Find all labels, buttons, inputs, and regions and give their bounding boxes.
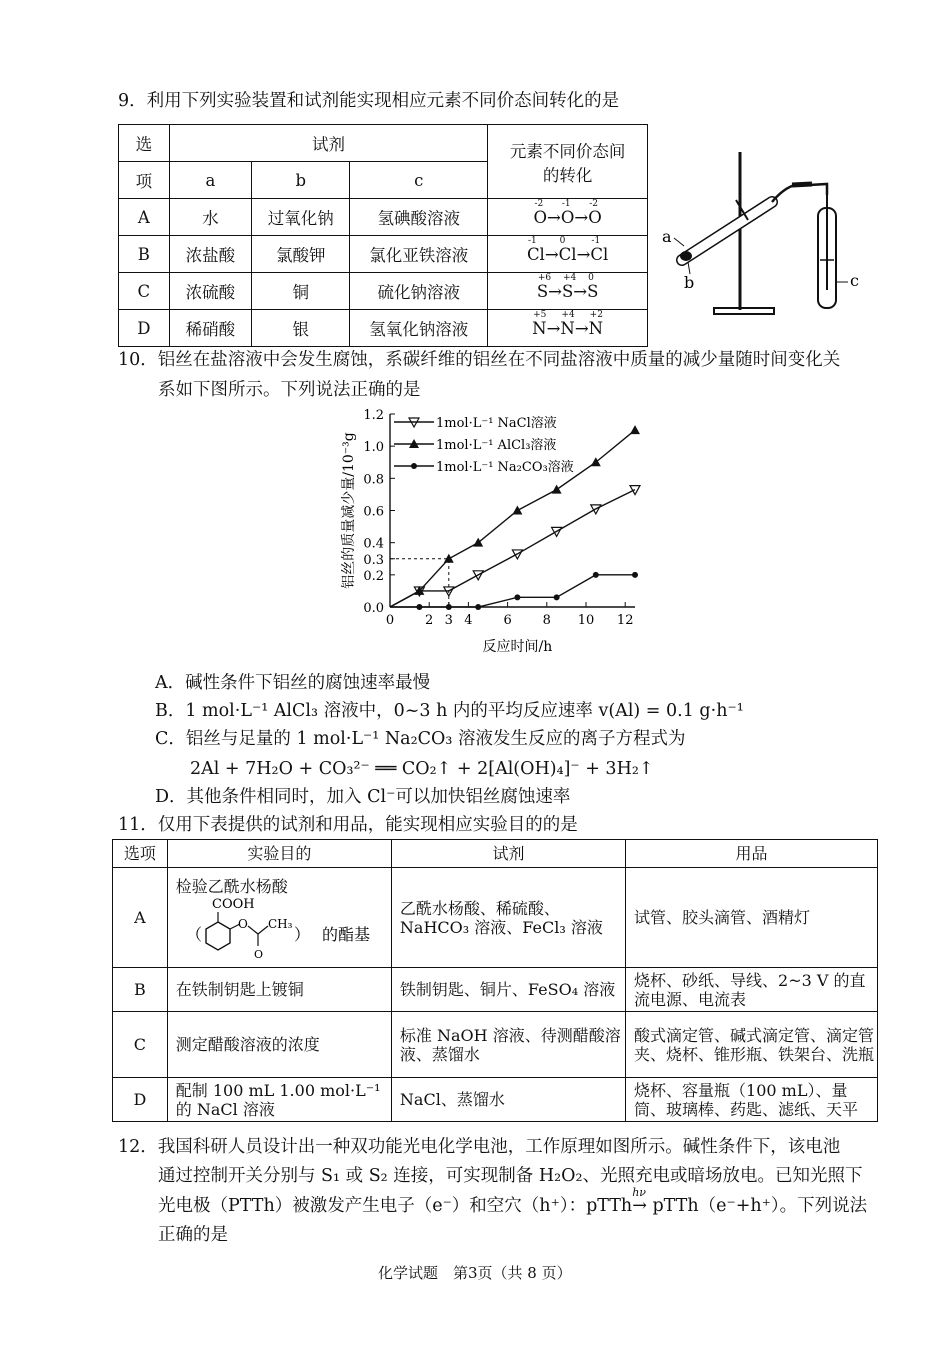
x-tick-label: 8 [542, 613, 551, 628]
data-point [630, 425, 640, 434]
q9-table [118, 124, 648, 347]
apparatus-label-a: a [662, 227, 672, 246]
data-point [475, 604, 481, 610]
q12-line4: 正确的是 [158, 1225, 228, 1245]
data-point [593, 572, 599, 578]
q10-option-b: B．1 mol·L⁻¹ AlCl₃ 溶液中，0~3 h 内的平均反应速率 v(Al) = 0.1 g·h⁻¹ [155, 701, 744, 721]
svg-text:的酯基: 的酯基 [321, 925, 370, 944]
data-point [552, 485, 562, 494]
x-axis-label: 反应时间/h [482, 639, 553, 655]
page-footer: 化学试题 第3页（共 8 页） [378, 1264, 572, 1282]
q11-head-reagent: 试剂 [391, 840, 625, 868]
q9-conv-c: +6 S→ +4 S→ 0 S [488, 273, 648, 310]
y-tick-label: 0.8 [363, 472, 384, 488]
q9-conv-a: -2 O→ -1 O→ -2 O [488, 199, 648, 236]
q11-row: C 测定醋酸溶液的浓度 标准 NaOH 溶液、待测醋酸溶液、蒸馏水 酸式滴定管、碱式滴定管、滴定管夹、烧杯、锥形瓶、铁架台、洗瓶 [113, 1012, 878, 1078]
y-axis-label: 铝丝的质量减少量/10⁻³g [341, 432, 357, 589]
y-tick-label: 1.0 [363, 440, 384, 456]
acetylsalicylic-acid-structure [176, 896, 391, 958]
svg-text:COOH: COOH [211, 897, 255, 912]
x-tick-label: 3 [444, 613, 453, 628]
q10-stem2: 系如下图所示。下列说法正确的是 [158, 380, 421, 400]
q12-line2: 通过控制开关分别与 S₁ 或 S₂ 连接，可实现制备 H₂O₂、光照充电或暗场放电。已知光照下 [158, 1166, 863, 1186]
x-tick-label: 0 [385, 613, 395, 628]
legend-label: 1mol·L⁻¹ AlCl₃溶液 [436, 438, 557, 453]
q9-conv-d: +5 N→ +4 N→ +2 N [488, 310, 648, 347]
svg-text:）: ） [293, 925, 310, 944]
data-point [632, 572, 638, 578]
y-tick-label: 0.0 [363, 601, 384, 616]
x-tick-label: 12 [616, 613, 634, 628]
q11-row: B 在铁制钥匙上镀铜 铁制钥匙、铜片、FeSO₄ 溶液 烧杯、砂纸、导线、2~3 V 的直流电源、电流表 [113, 968, 878, 1012]
q9-head-opt1: 选 [119, 125, 170, 162]
legend-marker [411, 463, 417, 469]
q9-row: B 浓盐酸 氯酸钾 氯化亚铁溶液 -1 Cl→ 0 Cl→ -1 Cl [119, 236, 648, 273]
q10-stem1: 10．铝丝在盐溶液中会发生腐蚀，系碳纤维的铝丝在不同盐溶液中质量的减少量随时间变化关 [118, 350, 841, 370]
x-tick-label: 2 [425, 613, 434, 628]
q11-head-opt: 选项 [113, 840, 168, 868]
q11-head-items: 用品 [626, 840, 878, 868]
y-tick-label: 1.2 [363, 408, 384, 423]
svg-text:CH₃: CH₃ [267, 917, 293, 931]
data-point [446, 604, 452, 610]
series-line-0 [390, 490, 635, 607]
x-tick-label: 10 [577, 613, 595, 628]
svg-text:O: O [237, 917, 248, 931]
x-tick-label: 6 [503, 613, 512, 628]
y-tick-label: 0.2 [363, 568, 384, 584]
svg-text:O: O [253, 948, 263, 958]
q10-option-c: C．铝丝与足量的 1 mol·L⁻¹ Na₂CO₃ 溶液发生反应的离子方程式为 [155, 729, 686, 749]
apparatus-label-c: c [850, 271, 859, 290]
q11-head-goal: 实验目的 [167, 840, 391, 868]
q11-row: D 配制 100 mL 1.00 mol·L⁻¹ 的 NaCl 溶液 NaCl、蒸馏水 烧杯、容量瓶（100 mL）、量筒、玻璃棒、药匙、滤纸、天平 [113, 1078, 878, 1122]
legend-label: 1mol·L⁻¹ NaCl溶液 [436, 416, 557, 431]
dashed-guide [390, 559, 449, 607]
q9-apparatus-diagram [652, 130, 882, 330]
q9-row: C 浓硫酸 铜 硫化钠溶液 +6 S→ +4 S→ 0 S [119, 273, 648, 310]
y-tick-label: 0.4 [363, 536, 384, 552]
q9-head-reagent: 试剂 [169, 125, 488, 162]
data-point [512, 506, 522, 515]
q9-stem: 9．利用下列实验装置和试剂能实现相应元素不同价态间转化的是 [118, 91, 620, 111]
q11-row: A 检验乙酰水杨酸 COOH O O CH₃ （ ） 的酯基 乙酰水杨酸、稀硫酸、NaHCO₃ 溶液、FeCl₃ 溶液 试管、胶头滴管、酒精灯 [113, 868, 878, 968]
series-line-1 [390, 430, 635, 607]
q9-row: D 稀硝酸 银 氢氧化钠溶液 +5 N→ +4 N→ +2 N [119, 310, 648, 347]
y-tick-label: 0.6 [363, 504, 384, 520]
q10-option-c-equation: 2Al + 7H₂O + CO₃²⁻ ══ CO₂↑ + 2[Al(OH)₄]⁻ + 3H₂↑ [190, 759, 654, 779]
q12-line3: 光电极（PTTh）被激发产生电子（e⁻）和空穴（h⁺）：pTTh→ hν pTTh（e⁻+h⁺）。下列说法 [158, 1186, 868, 1216]
q9-head-conv: 元素不同价态间 的转化 [488, 125, 648, 199]
q9-col-c: c [350, 162, 488, 199]
q10-chart [335, 402, 655, 672]
q9-col-b: b [252, 162, 350, 199]
data-point [554, 594, 560, 600]
svg-text:（: （ [185, 925, 202, 944]
apparatus-label-b: b [684, 273, 695, 292]
q12-line1: 12．我国科研人员设计出一种双功能光电化学电池，工作原理如图所示。碱性条件下，该电池 [118, 1137, 841, 1157]
legend-label: 1mol·L⁻¹ Na₂CO₃溶液 [436, 460, 574, 475]
q9-col-a: a [169, 162, 251, 199]
data-point [416, 604, 422, 610]
q10-option-d: D．其他条件相同时，加入 Cl⁻可以加快铝丝腐蚀速率 [155, 787, 571, 807]
data-point [514, 594, 520, 600]
q9-head-opt2: 项 [119, 162, 170, 199]
q11-goal-a: 检验乙酰水杨酸 COOH O O CH₃ （ ） 的酯基 [167, 868, 391, 968]
q9-row: A 水 过氧化钠 氢碘酸溶液 -2 O→ -1 O→ -2 O [119, 199, 648, 236]
q11-stem: 11．仅用下表提供的试剂和用品，能实现相应实验目的的是 [118, 815, 578, 835]
y-tick-label: 0.3 [363, 552, 384, 568]
q9-conv-b: -1 Cl→ 0 Cl→ -1 Cl [488, 236, 648, 273]
q10-option-a: A．碱性条件下铝丝的腐蚀速率最慢 [155, 673, 431, 693]
x-tick-label: 4 [464, 613, 473, 628]
q11-table [112, 839, 878, 1122]
